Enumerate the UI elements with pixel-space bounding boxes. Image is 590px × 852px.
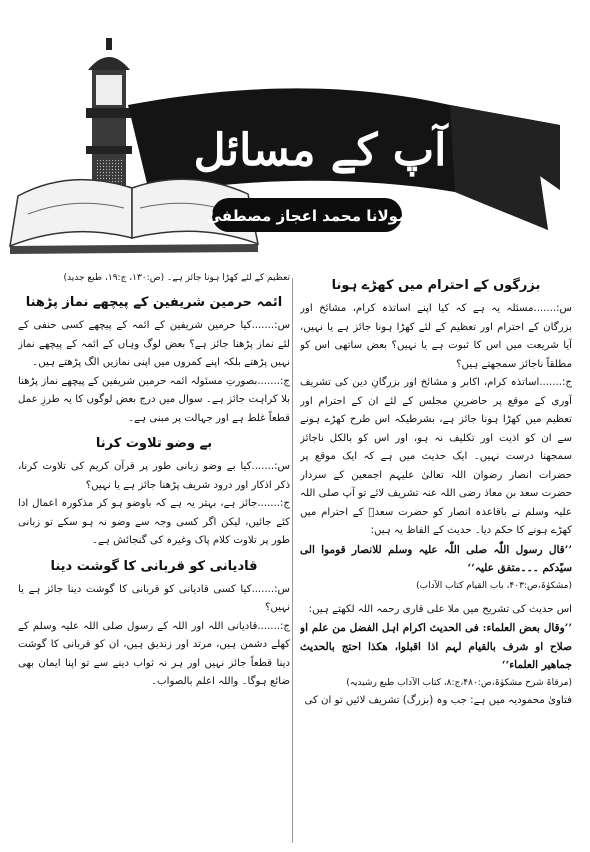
section-title-elders-respect: بزرگوں کے احترام میں کھڑے ہونا bbox=[331, 278, 541, 293]
author-badge bbox=[207, 198, 408, 232]
question-text: س:.......مسئلہ یہ ہے کہ کیا اپنے اساتذہ کرام، مشائخ اور بزرگان کے احترام اور تعظیم کے لئے کھڑا ہونا جائز ہے یا نہیں، آیا شریعت میں اس کا ثبوت ہے یا نہیں؟ بعض ساتھی اس کو مطلقاً ناجائز سمجھتے ہیں؟ bbox=[300, 303, 572, 370]
citation-reference: (مشکوٰۃ،ص:۴۰۳، باب القیام کتاب الآداب) bbox=[416, 580, 572, 591]
question-text: س:.......کیا حرمین شریفین کے ائمہ کے پیچھے کسی حنفی کے لئے نماز پڑھنا جائز ہے؟ بعض لوگ وہاں کے ائمہ کے پیچھے نماز نہیں پڑھتے بلکہ اپنے کمروں میں اپنی نمازیں الگ پڑھتے ہیں۔ bbox=[18, 320, 290, 368]
question-text: س:.......کیا بے وضو زبانی طور پر قرآن کریم کی تلاوت کرنا، ذکر اذکار اور درود شریف پڑھنا جائز ہے یا نہیں؟ bbox=[18, 461, 290, 491]
section-title-haramain-imams: ائمہ حرمین شریفین کے پیچھے نماز پڑھنا bbox=[25, 295, 283, 310]
article-body bbox=[0, 270, 590, 852]
right-column bbox=[300, 270, 572, 850]
answer-text: ج:.......قادیانی اللہ اور اللہ کے رسول صلی اللہ علیہ وسلم کے کھلے دشمن ہیں، مرتد اور زندیق ہیں، ان کو قربانی کا گوشت دینا قطعاً جائز نہیں اور ہر نہ ثواب دینے سے تو اپنا ایمان بھی ضائع ہوگا۔ واللہ اعلم بالصواب۔ bbox=[18, 620, 290, 687]
section-title-qurbani-meat: قادیانی کو قربانی کا گوشت دینا bbox=[50, 558, 258, 574]
answer-text: ج:.......جائز ہے، بہتر یہ ہے کہ باوضو ہو کر مذکورہ اعمال ادا کئے جائیں، لیکن اگر کسی وجہ سے وضو نہ ہو سکے تو زبانی طور پر تلاوت کلام پاک وغیرہ کی گنجائش ہے۔ bbox=[18, 498, 290, 546]
section-title-recitation-without-wudu: بے وضو تلاوت کرنا bbox=[95, 436, 213, 451]
arabic-hadith-quote: ’’قال رسول اللّٰہ صلی اللّٰہ علیہ وسلم للانصار قوموا الی سیّدکم ۔۔۔متفق علیہ‘‘ bbox=[300, 543, 572, 574]
minaret-illustration bbox=[86, 38, 132, 190]
continued-text: تعظیم کے لئے کھڑا ہونا جائز ہے۔ (ص:۱۳۰، ج:۱۹، طبع جدید) bbox=[63, 273, 290, 283]
citation-reference: (مرقاۃ شرح مشکوٰۃ،ص:۴۸۰،ج:۸، کتاب الآداب طبع رشیدیہ) bbox=[346, 677, 572, 688]
author-name: مولانا محمد اعجاز مصطفیٰ bbox=[206, 207, 408, 225]
answer-text: ج:.......اساتذہ کرام، اکابر و مشائخ اور بزرگانِ دین کی تشریف آوری کے موقع پر حاضرینِ مجلس کے لئے ان کے احترام اور تعظیم میں کھڑا ہونا جائز ہے، بشرطیکہ اس طرح کھڑے ہونے سے ان کو اذیت اور تکلیف نہ ہو، اور اس کو بالکل ناجائز سمجھنا درست نہیں۔ ایک حدیث میں ہے کہ ایک موقع پر حضرات انصار رضوان اللہ تعالیٰ علیہم اجمعین کے سردار حضرت سعد بن معاذ رضی اللہ عنہ تشریف لائے تو آپ صلی اللہ علیہ وسلم نے باقاعدہ انصار کو حضرت سعدؓ کے احترام میں کھڑے ہونے کا حکم دیا۔ حدیث کے الفاظ یہ ہیں: bbox=[300, 377, 572, 536]
question-text: س:.......کیا کسی قادیانی کو قربانی کا گوشت دینا جائز ہے یا نہیں؟ bbox=[18, 583, 290, 613]
fatawa-text: فتاویٰ محمودیہ میں ہے: جب وہ (بزرگ) تشریف لائیں تو ان کی bbox=[304, 694, 572, 706]
commentary-intro: اس حدیث کی تشریح میں ملا علی قاری رحمہ اللہ لکھتے ہیں: bbox=[308, 603, 572, 615]
header-banner bbox=[0, 0, 590, 262]
column-divider bbox=[292, 278, 293, 843]
left-column bbox=[18, 270, 290, 850]
banner-title: آپ کے مسائل bbox=[193, 125, 447, 176]
answer-text: ج:.......بصورتِ مسئولہ ائمہ حرمین شریفین کے پیچھے نماز پڑھنا بلا کراہت جائز ہے۔ سوال میں درج بعض لوگوں کا یہ طرزِ عمل قطعاً غلط ہے اور جہالت پر مبنی ہے۔ bbox=[18, 375, 290, 424]
arabic-commentary-quote: ’’وقال بعض العلماء: فی الحدیث اکرام اہل الفضل من علم او صلاح او شرف بالقیام لہم اذا اقبلوا، ھکذا احتج بالحدیث جماھیر العلماء‘‘ bbox=[300, 622, 572, 671]
